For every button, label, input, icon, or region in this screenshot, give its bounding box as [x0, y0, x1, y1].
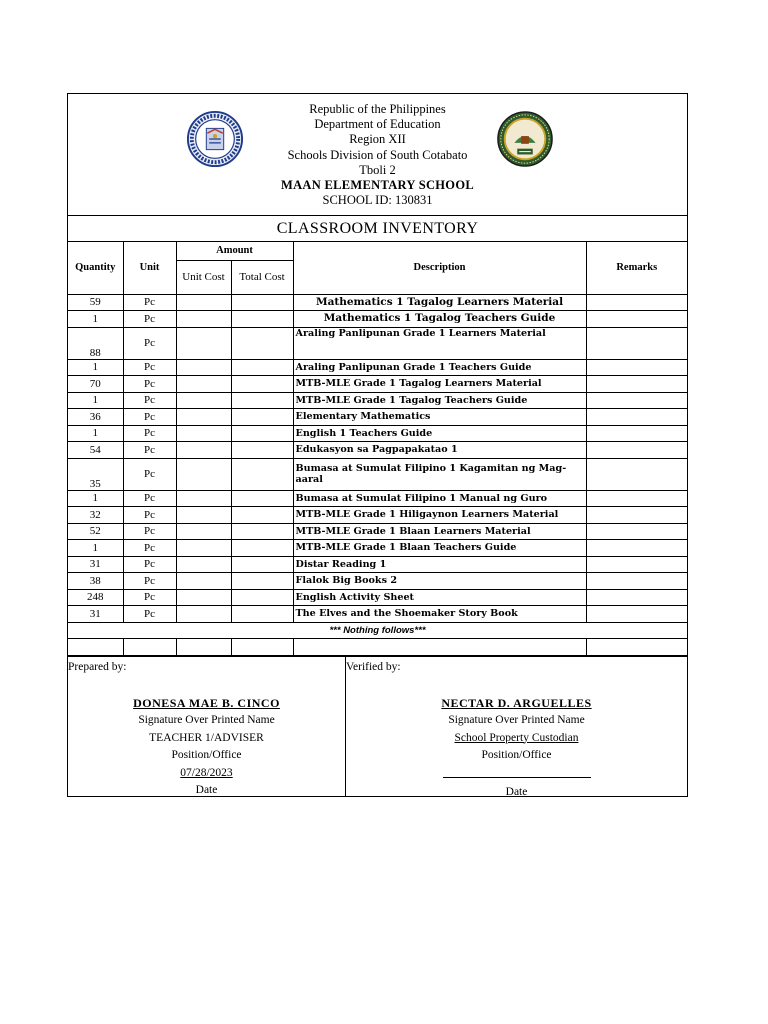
empty-cell [123, 639, 176, 656]
row-unit-cost [176, 556, 231, 573]
row-remarks [586, 556, 687, 573]
row-description: Elementary Mathematics [293, 409, 586, 426]
row-remarks [586, 606, 687, 623]
row-remarks [586, 392, 687, 409]
row-quantity: 1 [68, 392, 123, 409]
inventory-table [68, 242, 687, 656]
row-remarks [586, 589, 687, 606]
row-total-cost [231, 490, 293, 507]
row-remarks [586, 376, 687, 393]
table-row [68, 311, 687, 328]
row-quantity: 35 [68, 458, 123, 490]
row-description: MTB-MLE Grade 1 Hiligaynon Learners Material [293, 507, 586, 524]
row-unit-cost [176, 490, 231, 507]
row-total-cost [231, 392, 293, 409]
signature-section [68, 656, 687, 796]
col-quantity: Quantity [68, 242, 123, 294]
row-total-cost [231, 606, 293, 623]
table-row [68, 442, 687, 459]
row-description: English 1 Teachers Guide [293, 425, 586, 442]
row-unit-cost [176, 359, 231, 376]
row-description: MTB-MLE Grade 1 Tagalog Teachers Guide [293, 392, 586, 409]
table-header-row [68, 242, 687, 260]
row-remarks [586, 507, 687, 524]
nothing-follows: *** Nothing follows*** [68, 622, 687, 639]
row-description: Araling Panlipunan Grade 1 Learners Material [293, 327, 586, 359]
row-remarks [586, 294, 687, 311]
empty-cell [586, 639, 687, 656]
row-unit: Pc [123, 507, 176, 524]
row-unit: Pc [123, 311, 176, 328]
row-unit-cost [176, 376, 231, 393]
prepared-position-caption: Position/Office [171, 749, 242, 761]
row-quantity: 31 [68, 606, 123, 623]
verified-position-caption: Position/Office [481, 749, 552, 761]
row-description: Bumasa at Sumulat Filipino 1 Manual ng Guro [293, 490, 586, 507]
row-unit: Pc [123, 392, 176, 409]
row-total-cost [231, 507, 293, 524]
row-description: Araling Panlipunan Grade 1 Teachers Guide [293, 359, 586, 376]
school-name: MAAN ELEMENTARY SCHOOL [281, 178, 474, 193]
table-row [68, 409, 687, 426]
prepared-by-block [68, 657, 346, 796]
table-row [68, 540, 687, 557]
row-remarks [586, 458, 687, 490]
row-unit-cost [176, 458, 231, 490]
row-description: Bumasa at Sumulat Filipino 1 Kagamitan ng Mag-aaral [293, 458, 586, 490]
row-description: Distar Reading 1 [293, 556, 586, 573]
table-row [68, 606, 687, 623]
row-remarks [586, 311, 687, 328]
row-description: Flalok Big Books 2 [293, 573, 586, 590]
row-total-cost [231, 540, 293, 557]
row-unit: Pc [123, 425, 176, 442]
row-unit: Pc [123, 573, 176, 590]
header-line-department: Department of Education [314, 117, 441, 132]
row-quantity: 32 [68, 507, 123, 524]
row-total-cost [231, 573, 293, 590]
row-unit: Pc [123, 294, 176, 311]
header-line-republic: Republic of the Philippines [309, 102, 446, 116]
prepared-date-caption: Date [195, 784, 218, 796]
col-description: Description [293, 242, 586, 294]
row-unit-cost [176, 507, 231, 524]
header-line-region: Region XII [349, 132, 406, 147]
row-unit-cost [176, 606, 231, 623]
table-row [68, 327, 687, 359]
row-unit-cost [176, 589, 231, 606]
row-quantity: 88 [68, 327, 123, 359]
row-description: English Activity Sheet [293, 589, 586, 606]
row-unit: Pc [123, 458, 176, 490]
verified-date-blank [443, 765, 591, 778]
row-remarks [586, 442, 687, 459]
table-row [68, 359, 687, 376]
empty-cell [176, 639, 231, 656]
table-row [68, 490, 687, 507]
row-description: The Elves and the Shoemaker Story Book [293, 606, 586, 623]
verified-position: School Property Custodian [454, 731, 579, 744]
row-description: MTB-MLE Grade 1 Blaan Learners Material [293, 523, 586, 540]
table-row [68, 507, 687, 524]
inventory-sheet [67, 93, 688, 797]
row-unit-cost [176, 294, 231, 311]
table-row [68, 458, 687, 490]
verified-signature-caption: Signature Over Printed Name [448, 714, 585, 726]
row-unit-cost [176, 327, 231, 359]
row-total-cost [231, 442, 293, 459]
verified-by-block [346, 657, 687, 796]
row-unit-cost [176, 523, 231, 540]
row-quantity: 59 [68, 294, 123, 311]
row-unit: Pc [123, 409, 176, 426]
row-total-cost [231, 359, 293, 376]
header-line-division: Schools Division of South Cotabato [287, 147, 468, 162]
row-quantity: 1 [68, 540, 123, 557]
row-quantity: 52 [68, 523, 123, 540]
table-row [68, 556, 687, 573]
row-total-cost [231, 458, 293, 490]
table-row [68, 376, 687, 393]
document-header [68, 94, 687, 216]
row-unit-cost [176, 442, 231, 459]
row-unit-cost [176, 540, 231, 557]
document-title: CLASSROOM INVENTORY [68, 216, 687, 242]
row-quantity: 1 [68, 490, 123, 507]
row-unit: Pc [123, 376, 176, 393]
empty-cell [231, 639, 293, 656]
col-total-cost: Total Cost [231, 260, 293, 294]
header-line-district: Tboli 2 [359, 162, 396, 177]
col-amount: Amount [176, 242, 293, 260]
table-row [68, 523, 687, 540]
row-remarks [586, 573, 687, 590]
row-total-cost [231, 425, 293, 442]
header-text [68, 102, 687, 208]
empty-row [68, 639, 687, 656]
col-unit-cost: Unit Cost [176, 260, 231, 294]
prepared-date: 07/28/2023 [180, 766, 233, 779]
row-unit-cost [176, 573, 231, 590]
row-total-cost [231, 589, 293, 606]
prepared-by-label: Prepared by: [68, 660, 127, 673]
row-total-cost [231, 311, 293, 328]
table-row [68, 294, 687, 311]
row-total-cost [231, 327, 293, 359]
row-quantity: 1 [68, 311, 123, 328]
nothing-follows-row [68, 622, 687, 639]
row-remarks [586, 327, 687, 359]
row-unit: Pc [123, 490, 176, 507]
row-remarks [586, 409, 687, 426]
prepared-by-name: DONESA MAE B. CINCO [133, 695, 280, 710]
row-unit: Pc [123, 589, 176, 606]
row-unit-cost [176, 409, 231, 426]
row-quantity: 1 [68, 425, 123, 442]
row-total-cost [231, 294, 293, 311]
prepared-signature-caption: Signature Over Printed Name [138, 714, 275, 726]
row-remarks [586, 359, 687, 376]
row-quantity: 1 [68, 359, 123, 376]
row-description: MTB-MLE Grade 1 Tagalog Learners Material [293, 376, 586, 393]
table-row [68, 425, 687, 442]
row-description: Mathematics 1 Tagalog Teachers Guide [293, 311, 586, 328]
row-unit: Pc [123, 606, 176, 623]
row-total-cost [231, 409, 293, 426]
row-unit: Pc [123, 442, 176, 459]
row-remarks [586, 425, 687, 442]
row-unit-cost [176, 425, 231, 442]
row-remarks [586, 523, 687, 540]
row-description: Edukasyon sa Pagpapakatao 1 [293, 442, 586, 459]
row-description: MTB-MLE Grade 1 Blaan Teachers Guide [293, 540, 586, 557]
row-unit: Pc [123, 523, 176, 540]
row-unit-cost [176, 311, 231, 328]
row-quantity: 38 [68, 573, 123, 590]
col-remarks: Remarks [586, 242, 687, 294]
prepared-position: TEACHER 1/ADVISER [149, 731, 264, 744]
row-description: Mathematics 1 Tagalog Learners Material [293, 294, 586, 311]
empty-cell [68, 639, 123, 656]
table-row [68, 589, 687, 606]
row-total-cost [231, 523, 293, 540]
row-unit: Pc [123, 327, 176, 359]
table-row [68, 392, 687, 409]
row-quantity: 36 [68, 409, 123, 426]
row-quantity: 54 [68, 442, 123, 459]
row-total-cost [231, 556, 293, 573]
school-id: SCHOOL ID: 130831 [322, 193, 433, 208]
row-unit: Pc [123, 359, 176, 376]
verified-by-label: Verified by: [346, 660, 401, 673]
row-unit: Pc [123, 556, 176, 573]
row-remarks [586, 490, 687, 507]
table-row [68, 573, 687, 590]
verified-by-name: NECTAR D. ARGUELLES [441, 695, 592, 710]
row-remarks [586, 540, 687, 557]
row-unit: Pc [123, 540, 176, 557]
row-quantity: 248 [68, 589, 123, 606]
row-total-cost [231, 376, 293, 393]
row-quantity: 70 [68, 376, 123, 393]
empty-cell [293, 639, 586, 656]
col-unit: Unit [123, 242, 176, 294]
verified-date-caption: Date [505, 786, 528, 798]
row-unit-cost [176, 392, 231, 409]
row-quantity: 31 [68, 556, 123, 573]
